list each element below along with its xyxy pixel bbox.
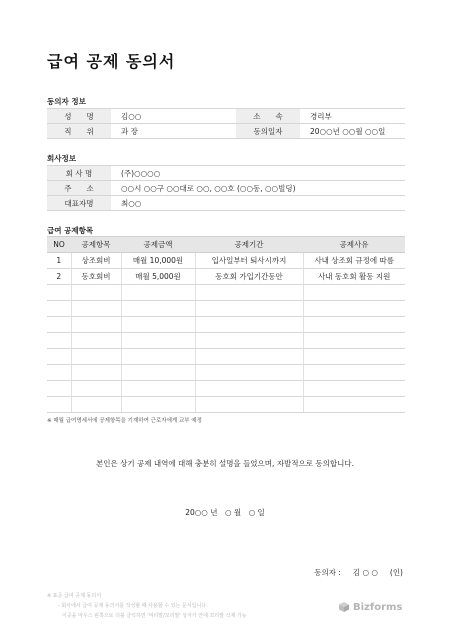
- table-cell: [71, 381, 121, 397]
- table-cell: [195, 397, 303, 413]
- company-heading: 회사정보: [47, 154, 76, 163]
- table-cell: 1: [47, 253, 71, 269]
- table-row: [47, 397, 405, 413]
- table-cell: [71, 301, 121, 317]
- table-row: [47, 301, 405, 317]
- table-row: [47, 365, 405, 381]
- table-cell: [121, 349, 195, 365]
- table-cell: [195, 365, 303, 381]
- footer-line-2: - 회사에서 급여 공제 동의서를 작성할 때 사용할 수 있는 문서입니다.: [58, 603, 208, 609]
- column-header: 공제항목: [71, 237, 121, 253]
- table-cell: [71, 333, 121, 349]
- company-name-value: (주)○○○○: [111, 166, 405, 181]
- address-label: 주 소: [47, 181, 111, 196]
- table-row: [47, 349, 405, 365]
- column-header: 공제금액: [121, 237, 195, 253]
- cube-icon: [338, 601, 350, 613]
- table-cell: [121, 397, 195, 413]
- bizforms-logo: [338, 601, 402, 613]
- signature-block: [314, 567, 403, 578]
- position-label: 직 위: [47, 124, 111, 139]
- table-cell: [195, 333, 303, 349]
- table-cell: [71, 285, 121, 301]
- logo-text: Bizforms: [353, 601, 403, 613]
- signature-label: 동의자 :: [314, 568, 341, 577]
- column-header: 공제사유: [303, 237, 405, 253]
- document-title: 급여 공제 동의서: [47, 52, 176, 71]
- table-cell: [195, 349, 303, 365]
- table-row: [47, 166, 405, 181]
- table-cell: 상조회비: [71, 253, 121, 269]
- table-cell: 매월 10,000원: [121, 253, 195, 269]
- ceo-label: 대표자명: [47, 196, 111, 211]
- table-header-row: [47, 237, 405, 253]
- table-cell: [121, 285, 195, 301]
- table-cell: [121, 381, 195, 397]
- table-cell: [303, 365, 405, 381]
- table-cell: 동호회 가입기간동안: [195, 269, 303, 285]
- table-cell: [47, 349, 71, 365]
- table-row: [47, 253, 405, 269]
- consenter-table: [47, 108, 405, 139]
- table-cell: [195, 301, 303, 317]
- date-value: 20○○년 ○○월 ○○일: [300, 124, 405, 139]
- company-table: [47, 165, 405, 211]
- signature-name: 김 ○ ○: [352, 568, 378, 577]
- position-value: 과 장: [111, 124, 236, 139]
- table-cell: [303, 397, 405, 413]
- footer-line-3: 이곳을 마우스 왼쪽으로 더블 클릭하면 '머리말/꼬리말' 상자가 안에 꼬리말 삭제 가능: [62, 613, 247, 619]
- table-cell: 동호회비: [71, 269, 121, 285]
- table-row: [47, 317, 405, 333]
- footer-line-1: ※ 표준 급여 공제 동의서: [47, 593, 102, 599]
- note-text: ※ 매월 급여명세서에 공제항목을 기재하여 근로자에게 교부 예정: [47, 418, 202, 424]
- ceo-value: 최○○: [111, 196, 405, 211]
- sign-date: 20○○ 년 ○ 월 ○ 일: [185, 508, 265, 517]
- signature-seal: (인): [389, 568, 403, 577]
- table-row: [47, 381, 405, 397]
- name-label: 성 명: [47, 109, 111, 124]
- table-cell: [303, 381, 405, 397]
- table-cell: 사내 동호회 활동 지원: [303, 269, 405, 285]
- deductions-body: [47, 253, 405, 413]
- table-cell: [47, 333, 71, 349]
- column-header: NO: [47, 237, 71, 253]
- consent-text: 본인은 상기 공제 내역에 대해 충분히 설명을 들었으며, 자발적으로 동의합니다.: [95, 459, 355, 468]
- table-cell: [121, 333, 195, 349]
- table-row: [47, 124, 405, 139]
- dept-label: 소 속: [236, 109, 300, 124]
- table-cell: [195, 381, 303, 397]
- table-row: [47, 285, 405, 301]
- deductions-heading: 급여 공제항목: [47, 226, 94, 235]
- table-cell: [303, 285, 405, 301]
- date-label: 동의일자: [236, 124, 300, 139]
- table-cell: [47, 397, 71, 413]
- name-value: 김○○: [111, 109, 236, 124]
- table-cell: 매월 5,000원: [121, 269, 195, 285]
- table-cell: [121, 365, 195, 381]
- deductions-table: [47, 236, 405, 413]
- table-cell: [195, 285, 303, 301]
- table-cell: 입사일부터 퇴사시까지: [195, 253, 303, 269]
- column-header: 공제기간: [195, 237, 303, 253]
- table-cell: [195, 317, 303, 333]
- table-row: [47, 269, 405, 285]
- dept-value: 경리부: [300, 109, 405, 124]
- table-row: [47, 333, 405, 349]
- consenter-heading: 동의자 정보: [47, 97, 86, 106]
- table-cell: [71, 349, 121, 365]
- table-cell: [47, 301, 71, 317]
- table-cell: [71, 365, 121, 381]
- address-value: ○○시 ○○구 ○○대로 ○○, ○○호 (○○동, ○○빌딩): [111, 181, 405, 196]
- table-cell: [303, 301, 405, 317]
- table-cell: [47, 381, 71, 397]
- table-cell: 2: [47, 269, 71, 285]
- table-row: [47, 181, 405, 196]
- table-cell: [121, 317, 195, 333]
- table-cell: [47, 365, 71, 381]
- table-cell: [303, 333, 405, 349]
- table-cell: 사내 상조회 규정에 따름: [303, 253, 405, 269]
- table-cell: [303, 317, 405, 333]
- table-cell: [47, 317, 71, 333]
- table-cell: [71, 397, 121, 413]
- table-cell: [71, 317, 121, 333]
- company-name-label: 회 사 명: [47, 166, 111, 181]
- table-cell: [121, 301, 195, 317]
- table-cell: [47, 285, 71, 301]
- table-cell: [303, 349, 405, 365]
- table-row: [47, 196, 405, 211]
- table-row: [47, 109, 405, 124]
